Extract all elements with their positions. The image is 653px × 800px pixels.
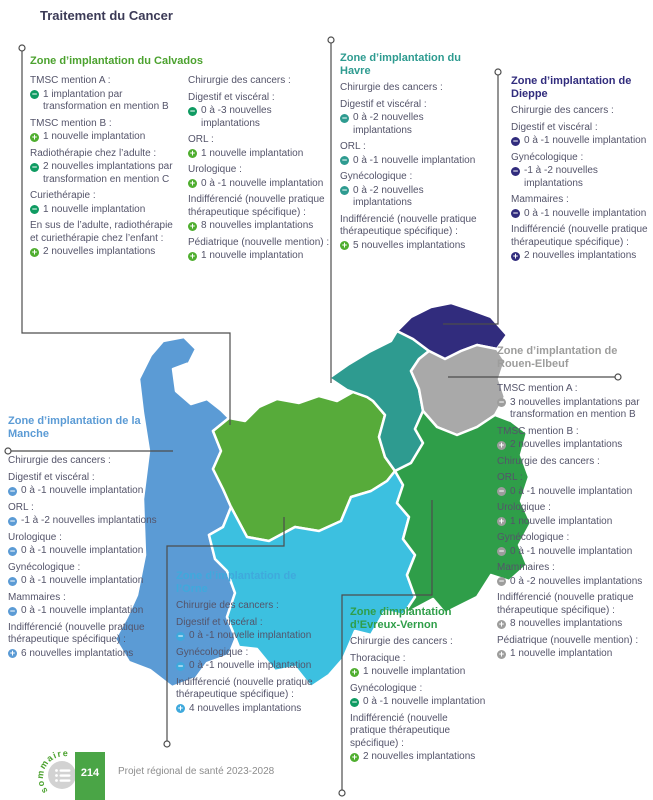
minus-icon: − (9, 545, 16, 556)
minus-icon: − (498, 397, 505, 407)
minus-icon: − (9, 485, 16, 496)
page-number-badge (75, 752, 105, 800)
entry-label: TMSC mention A : (30, 75, 111, 86)
minus-icon: − (177, 660, 184, 671)
item-text: 8 nouvelles implantations (510, 618, 623, 629)
entry-label: Indifférencié (nouvelle pratique thérapeutique spécifique) : (497, 592, 634, 616)
entry-label: ORL : (188, 134, 214, 145)
entry-label: Mammaires : (497, 562, 555, 573)
entry-item (511, 250, 649, 263)
page-footer (0, 746, 653, 800)
zone-entry (350, 653, 486, 679)
zone-entry (511, 122, 649, 148)
zone-entry (8, 532, 158, 558)
entry-item (188, 250, 332, 263)
item-text: 2 nouvelles implantations (43, 246, 156, 257)
zone-entry (188, 194, 332, 233)
zone-entry (8, 622, 158, 661)
entry-item (497, 546, 653, 559)
list-icon (55, 769, 70, 782)
zone-entry (30, 190, 174, 216)
entry-label: Chirurgie des cancers : (511, 105, 614, 116)
zone-entries (30, 71, 332, 263)
entry-label: Pédiatrique (nouvelle mention) : (188, 236, 330, 248)
entry-item (497, 618, 653, 631)
zone-entry (8, 455, 158, 468)
item-text: 1 nouvelle implantation (201, 250, 304, 261)
item-text: 0 à -1 nouvelle implantation (510, 485, 633, 497)
entry-item (188, 105, 332, 130)
entry-label: Digestif et viscéral : (8, 471, 95, 483)
zone-block-evreux (350, 606, 486, 764)
entry-label: Indifférencié (nouvelle pratique thérapeutique spécifique) : (176, 676, 313, 700)
entry-label: Indifférencié (nouvelle pratique thérapeutique spécifique) : (8, 621, 145, 645)
entry-item (511, 165, 649, 190)
page-number: 214 (80, 767, 100, 779)
entry-item (350, 696, 486, 709)
entry-item (30, 89, 174, 114)
zone-column (8, 455, 158, 660)
entry-label: Urologique : (188, 164, 242, 175)
entry-item (188, 148, 332, 161)
entry-label: Indifférencié (nouvelle pratique thérapeutique spécifique) : (350, 712, 451, 749)
plus-icon: + (498, 618, 505, 629)
zone-column (188, 71, 332, 263)
entry-label: Gynécologique : (497, 532, 570, 543)
entry-item (8, 605, 158, 618)
entry-label: Gynécologique : (8, 561, 81, 573)
item-text: 4 nouvelles implantations (189, 702, 302, 714)
entry-label: En sus de l’adulte, radiothérapie et curiethérapie chez l’enfant : (30, 220, 173, 244)
entry-label: Mammaires : (511, 194, 569, 205)
zone-entries (497, 383, 653, 661)
zone-entries (350, 636, 486, 764)
zone-entry (350, 636, 486, 649)
minus-icon: − (498, 486, 505, 496)
entry-item (8, 545, 158, 558)
plus-icon: + (351, 751, 358, 762)
zone-block-manche (8, 415, 158, 660)
plus-icon: + (351, 666, 358, 677)
item-text: 1 nouvelle implantation (510, 648, 613, 659)
entry-label: Digestif et viscéral : (188, 91, 275, 103)
entry-label: ORL : (8, 501, 34, 513)
entry-item (8, 575, 158, 588)
minus-icon: − (498, 576, 505, 586)
entry-item (340, 112, 482, 137)
entry-label: Gynécologique : (340, 171, 413, 182)
item-text: 0 à -1 nouvelle implantation (21, 485, 144, 496)
entry-label: Chirurgie des cancers : (340, 82, 443, 93)
entry-item (8, 485, 158, 498)
minus-icon: − (341, 155, 348, 165)
item-text: 8 nouvelles implantations (201, 220, 314, 231)
plus-icon: + (189, 148, 196, 158)
plus-icon: + (512, 250, 519, 261)
zone-block-orne (176, 570, 330, 715)
entry-label: ORL : (497, 472, 523, 483)
item-text: -1 à -2 nouvelles implantations (21, 515, 157, 526)
entry-item (176, 703, 330, 716)
entry-item (497, 439, 653, 452)
zone-entry (497, 592, 653, 631)
minus-icon: − (512, 165, 519, 176)
item-text: 0 à -1 nouvelle implantation (353, 154, 476, 166)
minus-icon: − (512, 208, 519, 218)
zone-column (30, 71, 174, 263)
zone-title-manche: Zone d’implantation de la Manche (8, 415, 141, 440)
zone-title-orne: Zone d’implantation de l’Orne (176, 570, 297, 595)
plus-icon: + (498, 439, 505, 450)
item-text: 2 nouvelles implantations (363, 751, 476, 762)
zone-entry (340, 171, 482, 210)
plus-icon: + (498, 648, 505, 659)
item-text: 0 à -1 nouvelle implantation (21, 605, 144, 616)
zone-entries (340, 82, 482, 252)
item-text: 1 nouvelle implantation (363, 666, 466, 677)
zone-entry (497, 472, 653, 498)
zone-entries (511, 105, 649, 263)
entry-item (30, 131, 174, 144)
entry-item (497, 486, 653, 499)
minus-icon: − (31, 161, 38, 172)
entry-item (30, 246, 174, 259)
plus-icon: + (177, 703, 184, 713)
zone-entry (188, 134, 332, 160)
zone-entry (30, 148, 174, 187)
entry-item (350, 666, 486, 679)
zone-column (176, 600, 330, 715)
zone-entry (176, 600, 330, 613)
entry-item (497, 648, 653, 661)
entry-label: Indifférencié (nouvelle pratique thérapeutique spécifique) : (188, 194, 325, 218)
zone-entry (340, 214, 482, 253)
zone-entry (497, 426, 653, 452)
item-text: 0 à -1 nouvelle implantation (189, 630, 312, 641)
plus-icon: + (341, 240, 348, 250)
minus-icon: − (9, 575, 16, 586)
item-text: 0 à -1 nouvelle implantation (21, 545, 144, 556)
zone-block-calvados (30, 55, 332, 263)
item-text: 6 nouvelles implantations (21, 647, 134, 659)
footer-project-label: Projet régional de santé 2023-2028 (118, 766, 275, 777)
item-text: 3 nouvelles implantations par transformation en mention B (510, 396, 640, 420)
zone-entry (497, 562, 653, 588)
item-text: 1 nouvelle implantation (43, 131, 146, 142)
zone-entry (8, 502, 158, 528)
item-text: 0 à -3 nouvelles implantations (201, 105, 272, 129)
entry-item (340, 185, 482, 210)
entry-item (30, 161, 174, 186)
zone-entry (188, 237, 332, 263)
zone-entry (340, 141, 482, 167)
item-text: 1 nouvelle implantation (510, 515, 613, 527)
zone-entry (497, 502, 653, 528)
zone-entry (176, 617, 330, 643)
zone-entry (176, 647, 330, 673)
zone-entry (350, 683, 486, 709)
entry-item (30, 204, 174, 217)
zone-title-havre: Zone d’implantation du Havre (340, 52, 461, 77)
entry-label: ORL : (340, 141, 366, 152)
zone-title-evreux: Zone dimplantation d’Evreux-Vernon (350, 606, 452, 631)
entry-item (511, 135, 649, 148)
zone-column (350, 636, 486, 764)
zone-column (497, 383, 653, 661)
zone-block-havre (340, 52, 482, 252)
item-text: 0 à -1 nouvelle implantation (363, 696, 486, 707)
item-text: 0 à -1 nouvelle implantation (201, 177, 324, 189)
entry-item (188, 220, 332, 233)
entry-item (340, 155, 482, 168)
entry-item (497, 516, 653, 529)
zone-entry (497, 532, 653, 558)
zone-entries (8, 455, 158, 660)
item-text: 2 nouvelles implantations (524, 250, 637, 261)
entry-label: Curiethérapie : (30, 190, 96, 201)
minus-icon: − (31, 204, 38, 214)
entry-label: Gynécologique : (511, 151, 584, 163)
page-title: Traitement du Cancer (40, 8, 173, 23)
zone-entry (340, 82, 482, 95)
entry-label: Gynécologique : (176, 646, 249, 658)
zone-entry (340, 99, 482, 138)
zone-entry (188, 164, 332, 190)
plus-icon: + (189, 250, 196, 261)
zone-title-rouen: Zone d’implantation de Rouen-Elbeuf (497, 345, 618, 370)
entry-label: Gynécologique : (350, 682, 423, 694)
zone-entry (188, 75, 332, 88)
entry-item (176, 630, 330, 643)
entry-label: Chirurgie des cancers : (176, 600, 279, 611)
entry-label: Indifférencié (nouvelle pratique thérapeutique spécifique) : (511, 224, 648, 248)
entry-item (497, 397, 653, 422)
item-text: 0 à -2 nouvelles implantations (353, 184, 424, 208)
entry-item (340, 240, 482, 253)
entry-label: TMSC mention A : (497, 383, 578, 394)
entry-label: Urologique : (497, 502, 551, 513)
plus-icon: + (498, 516, 505, 526)
entry-label: Chirurgie des cancers : (8, 455, 111, 466)
entry-label: Pédiatrique (nouvelle mention) : (497, 634, 639, 646)
item-text: 0 à -1 nouvelle implantation (189, 660, 312, 671)
minus-icon: − (31, 89, 38, 99)
zone-column (340, 82, 482, 252)
zone-entry (511, 224, 649, 263)
item-text: -1 à -2 nouvelles implantations (524, 165, 598, 189)
entry-label: TMSC mention B : (30, 117, 112, 129)
entry-item (176, 660, 330, 673)
zone-entry (511, 152, 649, 191)
entry-item (511, 208, 649, 221)
plus-icon: + (189, 178, 196, 188)
zone-entry (8, 562, 158, 588)
entry-label: Chirurgie des cancers : (350, 636, 453, 647)
minus-icon: − (341, 185, 348, 195)
minus-icon: − (341, 112, 348, 123)
zone-entry (511, 105, 649, 118)
item-text: 2 nouvelles implantations par transformation en mention C (43, 161, 173, 185)
minus-icon: − (512, 135, 519, 146)
entry-label: Radiothérapie chez l’adulte : (30, 147, 157, 159)
zone-entry (497, 456, 653, 469)
zone-entry (30, 118, 174, 144)
zone-entry (497, 383, 653, 422)
item-text: 0 à -2 nouvelles implantations (510, 575, 643, 587)
zone-entry (8, 592, 158, 618)
item-text: 1 implantation par transformation en mention B (43, 88, 169, 112)
minus-icon: − (9, 515, 16, 526)
entry-label: Indifférencié (nouvelle pratique thérapeutique spécifique) : (340, 213, 477, 237)
zone-column (511, 105, 649, 263)
plus-icon: + (31, 246, 38, 257)
zone-entry (176, 677, 330, 716)
entry-label: Thoracique : (350, 652, 406, 664)
entry-label: Digestif et viscéral : (340, 98, 427, 110)
zone-entry (511, 194, 649, 220)
entry-label: Mammaires : (8, 591, 66, 603)
plus-icon: + (189, 220, 196, 231)
item-text: 0 à -2 nouvelles implantations (353, 112, 424, 136)
minus-icon: − (177, 630, 184, 641)
zone-entry (30, 75, 174, 114)
item-text: 0 à -1 nouvelle implantation (524, 207, 647, 219)
item-text: 2 nouvelles implantations (510, 439, 623, 450)
item-text: 5 nouvelles implantations (353, 239, 466, 251)
minus-icon: − (351, 696, 358, 707)
plus-icon: + (9, 648, 16, 658)
entry-label: Digestif et viscéral : (176, 616, 263, 628)
entry-item (188, 178, 332, 191)
zone-title-dieppe: Zone d’implantation de Dieppe (511, 75, 632, 100)
entry-item (8, 648, 158, 661)
sommaire-label: sommaire (34, 748, 70, 796)
minus-icon: − (498, 546, 505, 556)
zone-entry (8, 472, 158, 498)
item-text: 1 nouvelle implantation (43, 203, 146, 215)
entry-label: Chirurgie des cancers : (188, 75, 291, 86)
zone-block-rouen (497, 345, 653, 661)
minus-icon: − (9, 605, 16, 616)
item-text: 0 à -1 nouvelle implantation (510, 545, 633, 557)
entry-label: Digestif et viscéral : (511, 121, 598, 133)
zone-entry (30, 220, 174, 259)
item-text: 1 nouvelle implantation (201, 147, 304, 159)
zone-entry (188, 92, 332, 131)
entry-item (8, 515, 158, 528)
plus-icon: + (31, 131, 38, 142)
zone-block-dieppe (511, 75, 649, 263)
zone-entries (176, 600, 330, 715)
entry-label: Chirurgie des cancers : (497, 455, 600, 467)
entry-label: Urologique : (8, 531, 62, 543)
minus-icon: − (189, 105, 196, 116)
zone-entry (497, 635, 653, 661)
entry-item (497, 576, 653, 589)
item-text: 0 à -1 nouvelle implantation (21, 575, 144, 586)
entry-label: TMSC mention B : (497, 425, 579, 437)
zone-title-calvados: Zone d’implantation du Calvados (30, 55, 203, 67)
item-text: 0 à -1 nouvelle implantation (524, 135, 647, 146)
